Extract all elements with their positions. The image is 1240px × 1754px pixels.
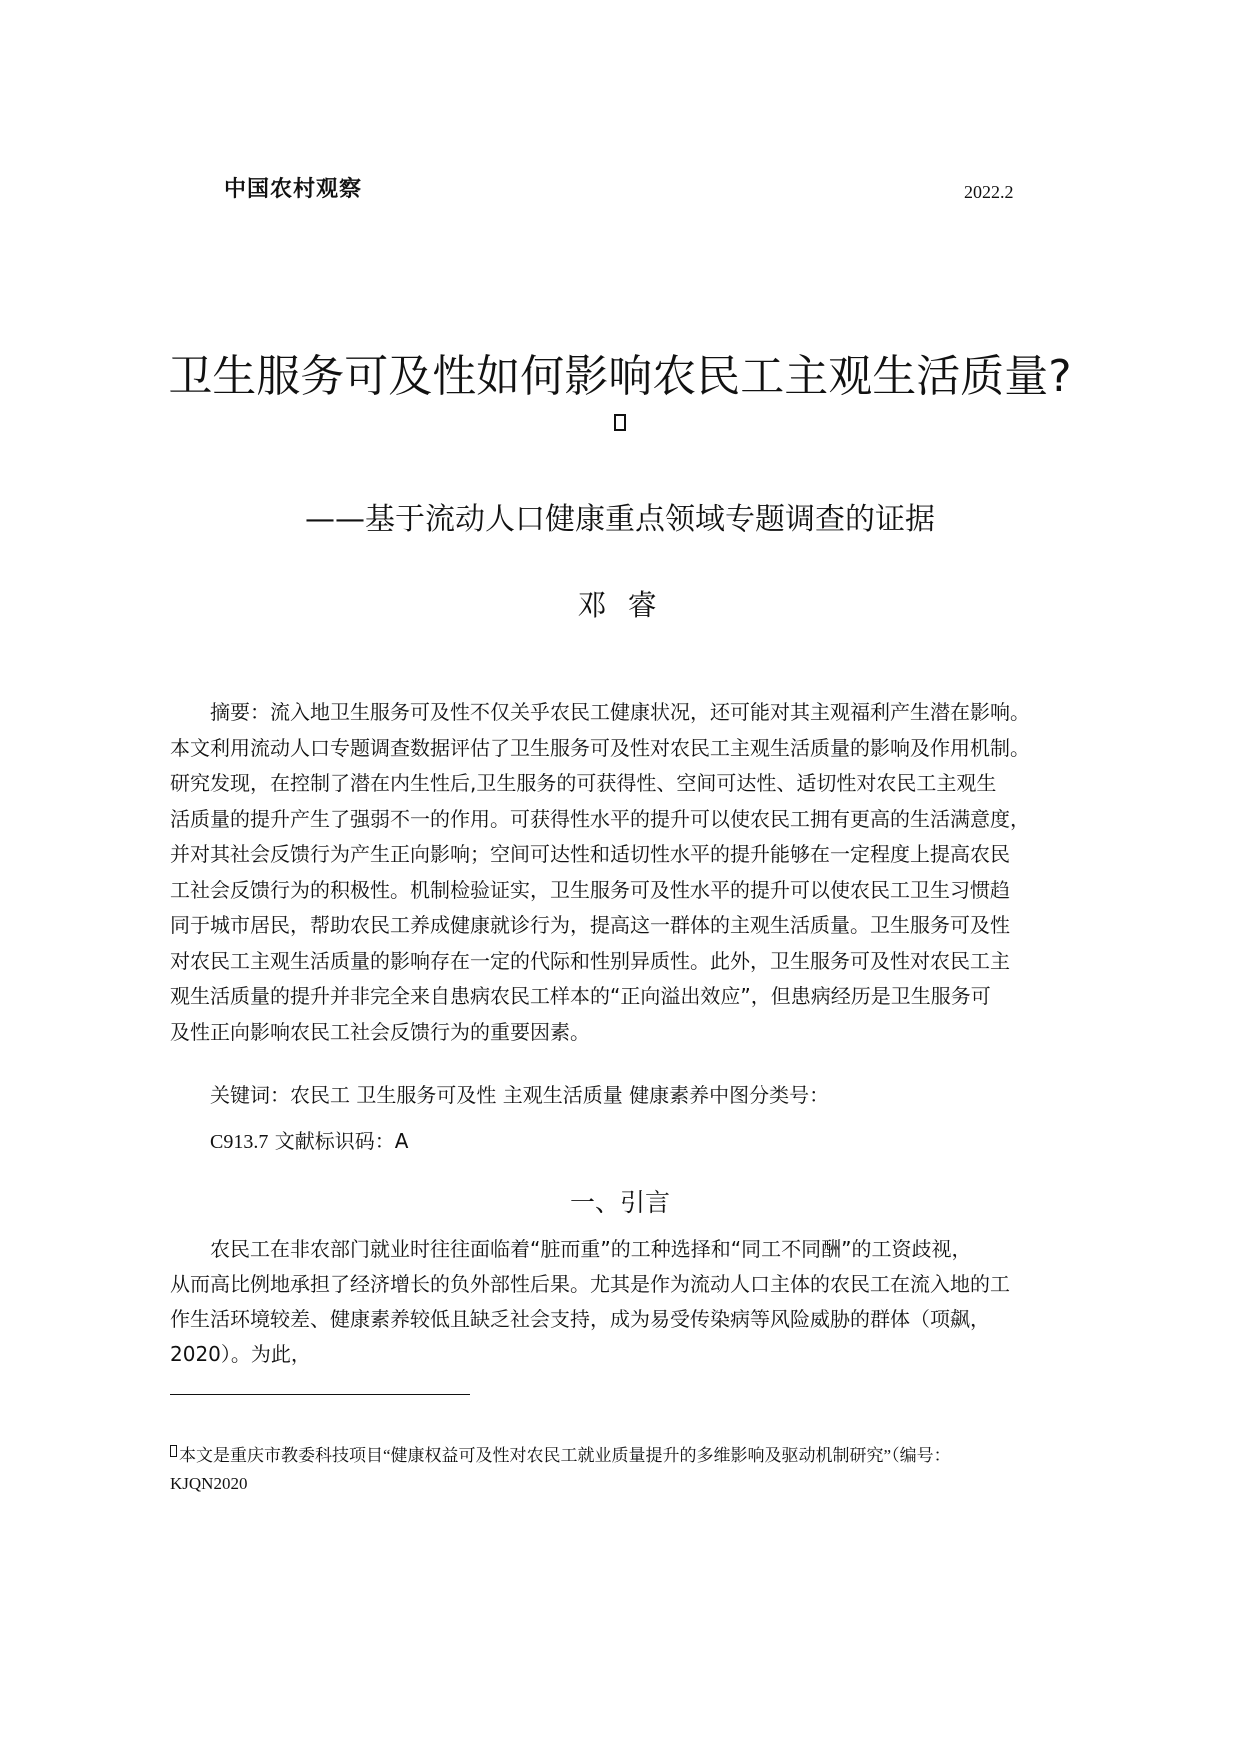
intro-line: 作生活环境较差、健康素养较低且缺乏社会支持，成为易受传染病等风险威胁的群体（项飙， [170,1307,990,1331]
abstract-line: 同于城市居民，帮助农民工养成健康就诊行为，提高这一群体的主观生活质量。卫生服务可及性 [170,913,1010,937]
document-code: 文献标识码：A [268,1129,409,1153]
section-heading: 一、引言 [569,1188,670,1217]
abstract-line: 活质量的提升产生了强弱不一的作用。可获得性水平的提升可以使农民工拥有更高的生活满意度， [170,806,1030,831]
abstract-line: 摘要：流入地卫生服务可及性不仅关乎农民工健康状况，还可能对其主观福利产生潜在影响。 [210,700,1030,724]
intro-line: 从而高比例地承担了经济增长的负外部性后果。尤其是作为流动人口主体的农民工在流入地的工 [170,1272,1010,1296]
intro-line: 2020）。为此， [170,1342,311,1366]
article-subtitle: ——基于流动人口健康重点领域专题调查的证据 [305,502,935,537]
article-title: 卫生服务可及性如何影响农民工主观生活质量? [168,351,1072,402]
abstract-line: 工社会反馈行为的积极性。机制检验证实，卫生服务可及性水平的提升可以使农民工卫生习惯趋 [170,877,1010,902]
issue-number: 2022.2 [964,182,1014,202]
footnote [170,1442,1070,1498]
footnote-text: 本文是重庆市教委科技项目“健康权益可及性对农民工就业质量提升的多维影响及驱动机制研究”（编号： [179,1446,951,1465]
abstract-line: 及性正向影响农民工社会反馈行为的重要因素。 [170,1019,590,1044]
abstract-line: 对农民工主观生活质量的影响存在一定的代际和性别异质性。此外，卫生服务可及性对农民工主 [170,948,1010,973]
intro-line: 农民工在非农部门就业时往往面临着“脏而重”的工种选择和“同工不同酬”的工资歧视， [210,1237,972,1261]
abstract-line: 并对其社会反馈行为产生正向影响；空间可达性和适切性水平的提升能够在一定程度上提高农民 [170,842,1010,866]
classification-line [210,1125,408,1154]
footnote-marker-icon [170,1445,177,1457]
journal-name: 中国农村观察 [224,177,363,202]
abstract-block [170,695,1084,1050]
abstract-line: 研究发现，在控制了潜在内生性后,卫生服务的可获得性、空间可达性、适切性对农民工主观生 [170,771,997,795]
keywords: 关键词：农民工 卫生服务可及性 主观生活质量 健康素养中图分类号： [210,1083,830,1107]
abstract-line: 本文利用流动人口专题调查数据评估了卫生服务可及性对农民工主观生活质量的影响及作用机制。 [170,735,1030,760]
clc-number: C913.7 [210,1131,269,1153]
intro-block [170,1232,1084,1372]
author-name: 邓 睿 [577,588,663,622]
abstract-line: 观生活质量的提升并非完全来自患病农民工样本的“正向溢出效应”，但患病经历是卫生服务可 [170,984,991,1008]
footnote-line [170,1442,1070,1470]
footnote-divider [170,1394,470,1395]
footnote-marker-icon [614,414,626,431]
footnote-line: KJQN2020 [170,1474,248,1493]
